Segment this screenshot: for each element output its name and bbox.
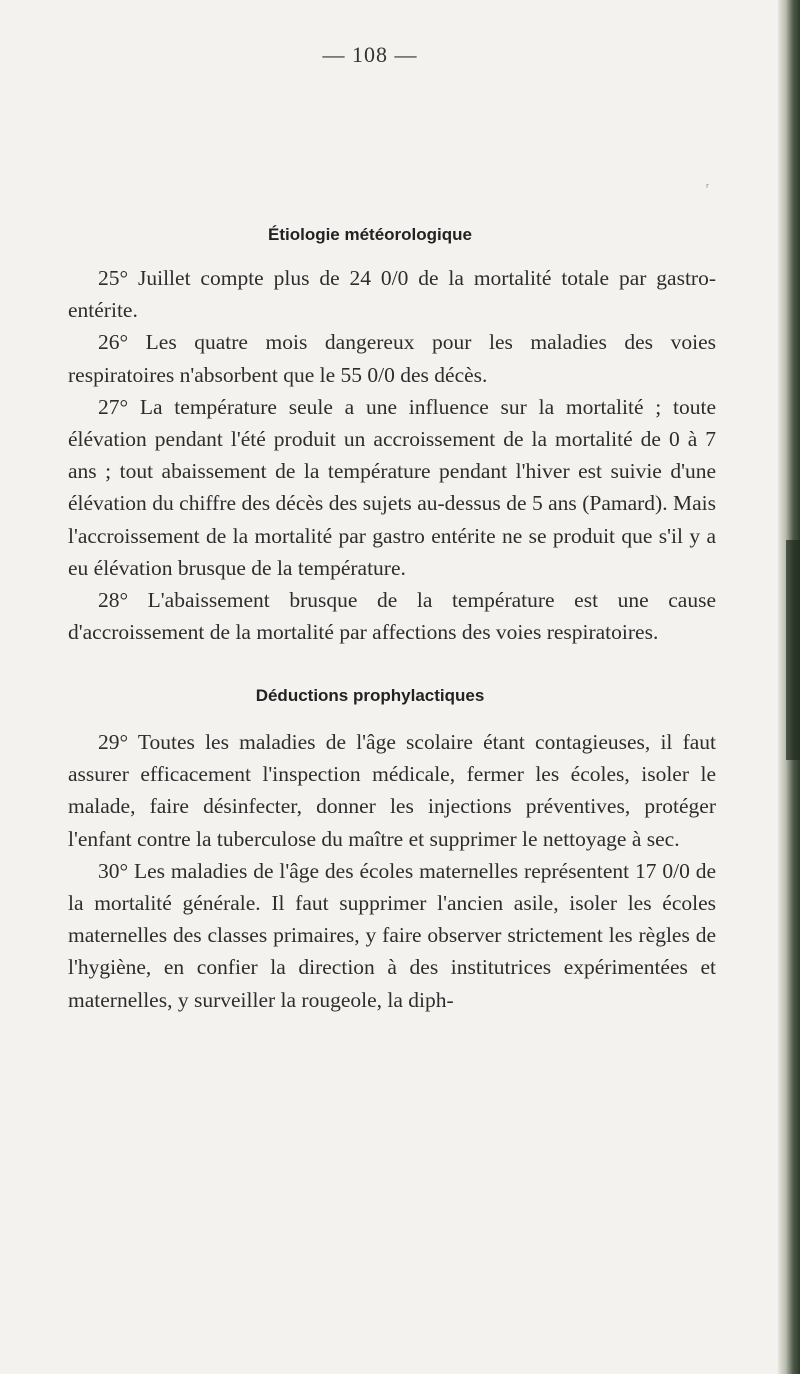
paragraph-25: 25° Juillet compte plus de 24 0/0 de la mortalité totale par gastro-entérite.: [68, 266, 716, 323]
paragraph-27: 27° La température seule a une influence sur la mortalité ; toute élévation pendant l'été produit un accroissement de la mortalité de 0 à 7 ans ; tout abaissement de la température pendant l'hiver est suivie d'une élévation du chiffre des décès des sujets au-dessus de 5 ans (Pamard). Mais l'accroissement de la mortalité par gastro entérite ne se produit que s'il y a eu élévation brusque de la température.: [68, 394, 716, 580]
section-heading-etiologie: Étiologie météorologique: [267, 225, 472, 244]
page-number: — 108 —: [322, 42, 418, 67]
paragraph-29: 29° Toutes les maladies de l'âge scolaire étant contagieuses, il faut assurer efficacement l'inspection médicale, fermer les écoles, isoler le malade, faire désinfecter, donner les injections préventives, protéger l'enfant contre la tuberculose du maître et supprimer le nettoyage à sec.: [68, 730, 716, 851]
paragraph-28: 28° L'abaissement brusque de la température est une cause d'accroissement de la mortalité par affections des voies respiratoires.: [68, 588, 716, 645]
section-body-etiologie: [68, 262, 716, 648]
paragraph-30: 30° Les maladies de l'âge des écoles maternelles représentent 17 0/0 de la mortalité générale. Il faut supprimer l'ancien asile, isoler les écoles maternelles des classes primaires, y faire observer strictement les règles de l'hygiène, en confier la direction à des institutrices expérimentées et maternelles, y surveiller la rougeole, la diph-: [68, 858, 716, 1012]
section-heading-deductions: Déductions prophylactiques: [255, 686, 485, 705]
stray-mark: ʳ: [706, 180, 709, 194]
page-edge-dark-band: [786, 540, 800, 760]
section-body-deductions: [68, 726, 716, 1016]
paragraph-26: 26° Les quatre mois dangereux pour les maladies des voies respiratoires n'absorbent que le 55 0/0 des décès.: [68, 330, 716, 387]
